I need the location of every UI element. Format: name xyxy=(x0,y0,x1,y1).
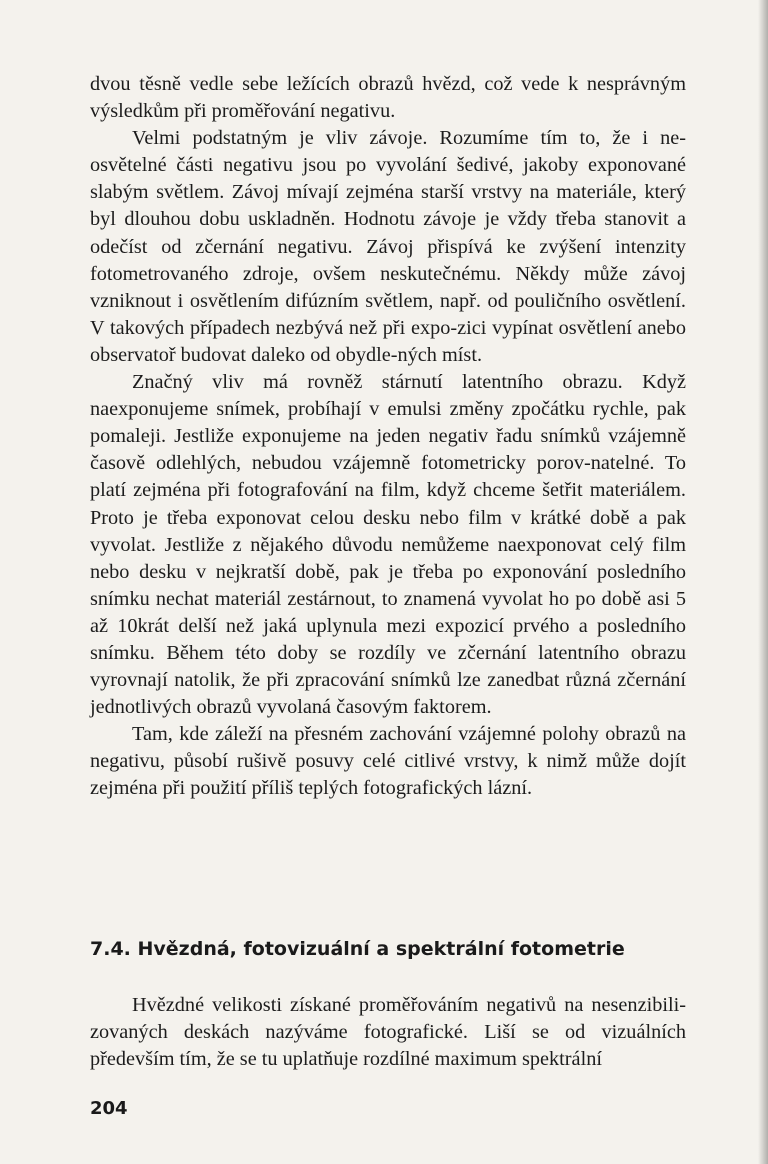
paragraph-continuation: dvou těsně vedle sebe ležících obrazů hvězd, což vede k nesprávným výsledkům při proměřování negativu. xyxy=(90,73,686,123)
body-text-bottom xyxy=(90,992,686,1073)
page-number: 204 xyxy=(90,1098,128,1119)
paragraph-layer-shift: Tam, kde záleží na přesném zachování vzájemné polohy obrazů na negativu, působí rušivě posuvy celé citlivé vrstvy, k nimž může dojít zejména při použití příliš teplých fotografických lázní. xyxy=(90,723,686,800)
paragraph-latent-image-aging: Značný vliv má rovněž stárnutí latentního obrazu. Když naexponujeme snímek, probíhají v emulsi změny zpočátku rychle, pak pomaleji. Jestliže exponujeme na jeden negativ řadu snímků vzájemně časově odlehlých, nebudou vzájemně fotometricky porov-natelné. To platí zejména při fotografování na film, když chceme šetřit materiálem. Proto je třeba exponovat celou desku nebo film v krátké době a pak vyvolat. Jestliže z nějakého důvodu nemůžeme naexponovat celý film nebo desku v nejkratší době, pak je třeba po exponování posledního snímku nechat materiál zestárnout, to znamená vyvolat ho po době asi 5 až 10krát delší než jaká uplynula mezi expozicí prvého a posledního snímku. Během této doby se rozdíly ve zčernání latentního obrazu vyrovnají natolik, že při zpracování snímků lze zanedbat různá zčernání jednotlivých obrazů vyvolaná časovým faktorem. xyxy=(90,371,686,719)
body-text-top xyxy=(90,71,686,803)
paragraph-fog: Velmi podstatným je vliv závoje. Rozumíme tím to, že i ne-osvětelné části negativu jsou po vyvolání šedivé, jakoby exponované slabým světlem. Závoj mívají zejména starší vrstvy na materiále, který byl dlouhou dobu uskladněn. Hodnotu závoje je vždy třeba stanovit a odečíst od zčernání negativu. Závoj přispívá ke zvýšení intenzity fotometrovaného zdroje, ovšem neskutečnému. Někdy může závoj vzniknout i osvětlením difúzním světlem, např. od pouličního osvětlení. V takových případech nezbývá než při expo-zici vypínat osvětlení anebo observatoř budovat daleko od obydle-ných míst. xyxy=(90,127,686,366)
paragraph-photographic-magnitudes: Hvězdné velikosti získané proměřováním negativů na nesenzibili-zovaných deskách nazýváme fotografické. Liší se od vizuálních především tím, že se tu uplatňuje rozdílné maximum spektrální xyxy=(90,994,686,1071)
section-heading: 7.4. Hvězdná, fotovizuální a spektrální fotometrie xyxy=(90,938,625,960)
page-edge-shadow xyxy=(758,0,768,1164)
